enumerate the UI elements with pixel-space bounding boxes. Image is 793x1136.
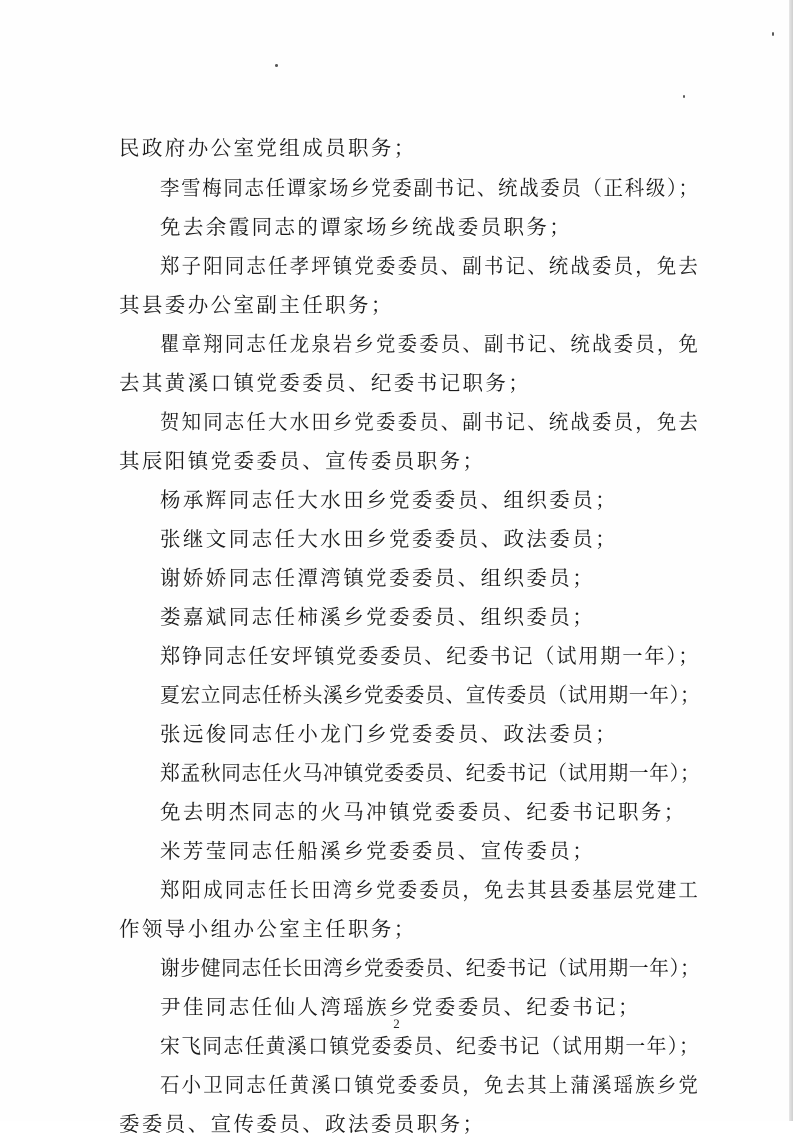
paragraph-line: 免去余霞同志的谭家场乡统战委员职务； <box>160 215 573 239</box>
scan-speck <box>772 32 774 36</box>
paragraph-line: 尹佳同志任仙人湾瑶族乡党委委员、纪委书记； <box>160 995 641 1019</box>
paragraph-line: 娄嘉斌同志任柿溪乡党委委员、组织委员； <box>160 605 596 629</box>
paragraph-line: 其县委办公室副主任职务； <box>119 293 394 317</box>
paragraph-line: 米芳莹同志任船溪乡党委委员、宣传委员； <box>160 839 596 863</box>
paragraph-line: 夏宏立同志任桥头溪乡党委委员、宣传委员（试用期一年）； <box>160 683 701 707</box>
paragraph-line: 委委员、宣传委员、政法委员职务； <box>119 1112 486 1136</box>
paragraph-line: 瞿章翔同志任龙泉岩乡党委委员、副书记、统战委员，免 <box>160 332 701 356</box>
scan-edge-shadow <box>789 0 793 1121</box>
paragraph-line: 郑铮同志任安坪镇党委委员、纪委书记（试用期一年）； <box>160 644 701 668</box>
paragraph-line: 张远俊同志任小龙门乡党委委员、政法委员； <box>160 722 618 746</box>
paragraph-line: 去其黄溪口镇党委委员、纪委书记职务； <box>119 371 532 395</box>
paragraph-line: 郑阳成同志任长田湾乡党委委员，免去其县委基层党建工 <box>160 878 701 902</box>
paragraph-line: 谢娇娇同志任潭湾镇党委委员、组织委员； <box>160 566 596 590</box>
paragraph-line: 李雪梅同志任谭家场乡党委副书记、统战委员（正科级）； <box>160 176 700 200</box>
paragraph-line: 民政府办公室党组成员职务； <box>119 136 417 160</box>
paragraph-line: 免去明杰同志的火马冲镇党委委员、纪委书记职务； <box>160 800 687 824</box>
paragraph-line: 其辰阳镇党委委员、宣传委员职务； <box>119 449 486 473</box>
paragraph-line: 杨承辉同志任大水田乡党委委员、组织委员； <box>160 488 618 512</box>
paragraph-line: 张继文同志任大水田乡党委委员、政法委员； <box>160 527 618 551</box>
paragraph-line: 作领导小组办公室主任职务； <box>119 917 417 941</box>
paragraph-line: 谢步健同志任长田湾乡党委委员、纪委书记（试用期一年）； <box>160 956 701 980</box>
paragraph-line: 郑子阳同志任孝坪镇党委委员、副书记、统战委员，免去 <box>160 254 701 278</box>
page-number: 2 <box>393 1016 400 1031</box>
scan-speck <box>275 64 278 67</box>
paragraph-line: 贺知同志任大水田乡党委委员、副书记、统战委员，免去 <box>160 410 701 434</box>
scan-speck <box>683 95 685 98</box>
paragraph-line: 石小卫同志任黄溪口镇党委委员，免去其上蒲溪瑶族乡党 <box>160 1073 701 1097</box>
paragraph-line: 宋飞同志任黄溪口镇党委委员、纪委书记（试用期一年）； <box>160 1034 701 1058</box>
paragraph-line: 郑孟秋同志任火马冲镇党委委员、纪委书记（试用期一年）； <box>160 761 701 785</box>
